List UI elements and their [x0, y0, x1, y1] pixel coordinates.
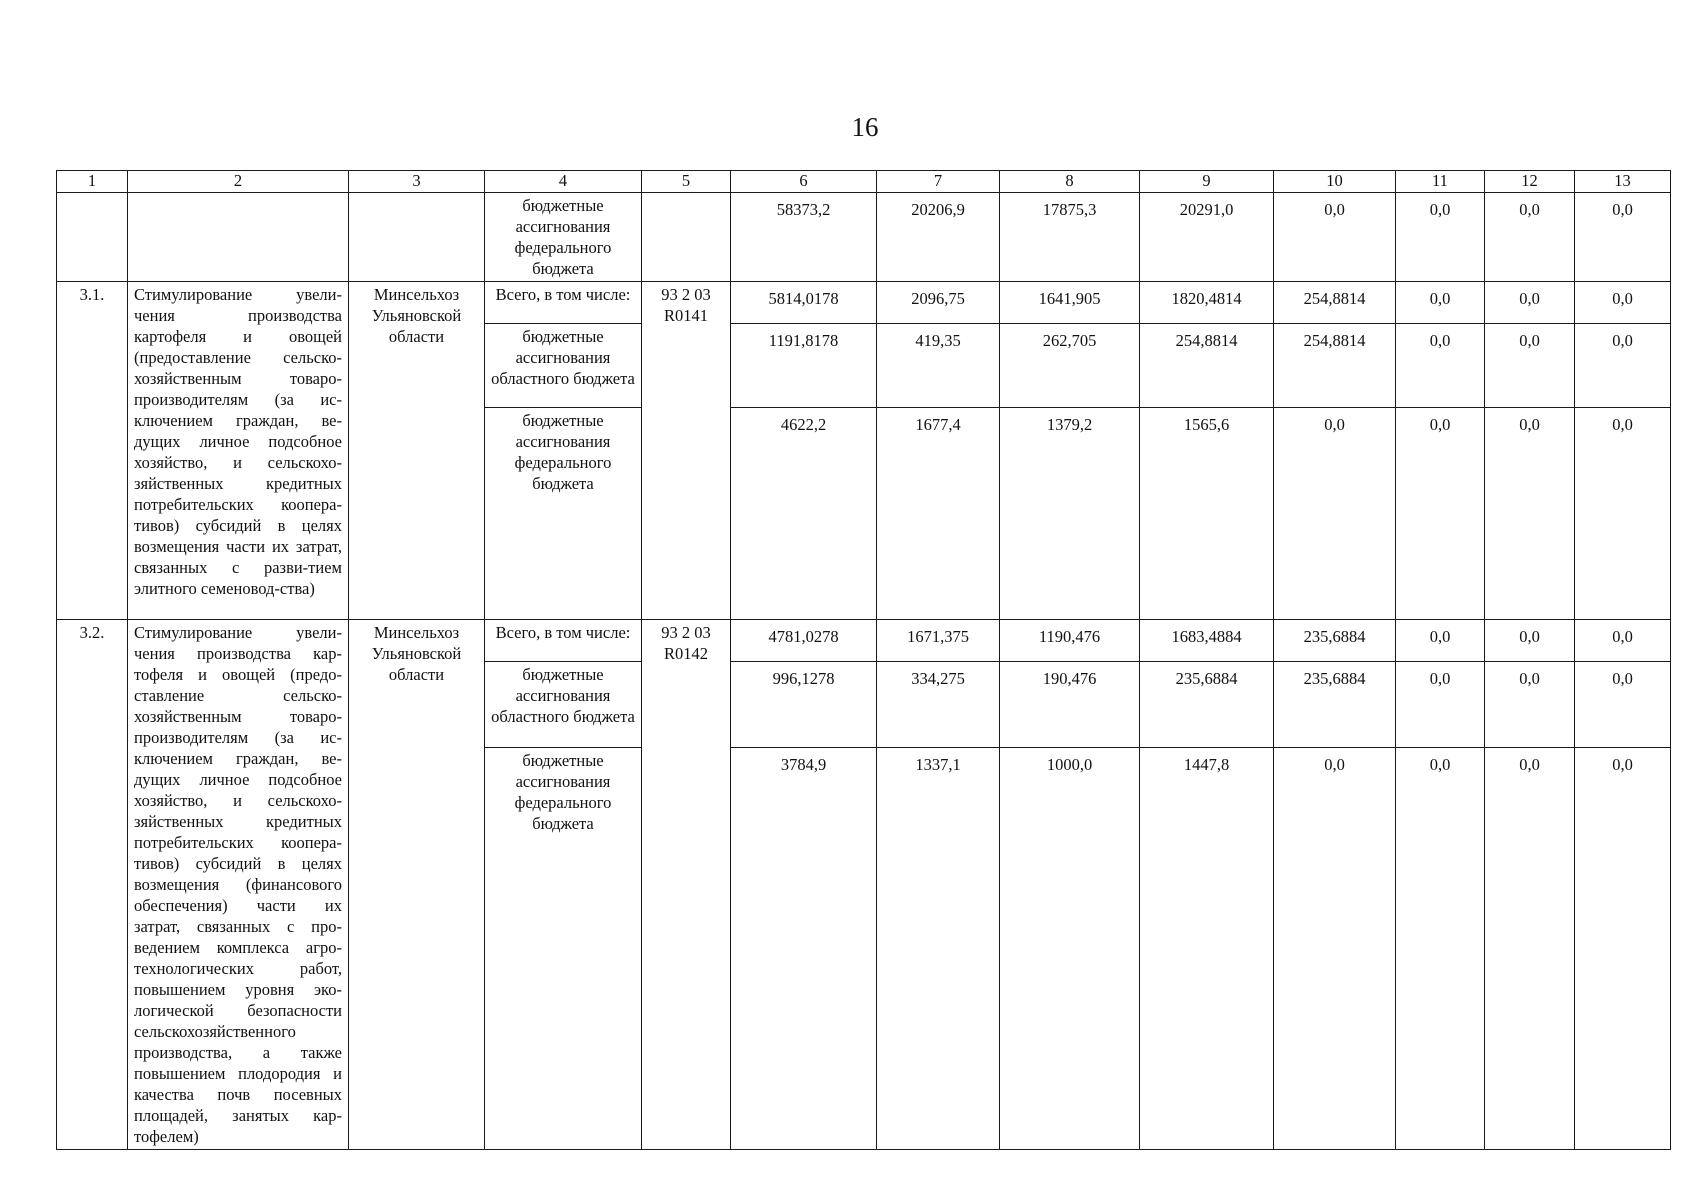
value-cell: 20291,0	[1140, 193, 1274, 282]
value-cell: 0,0	[1575, 324, 1671, 408]
budget-table	[56, 170, 1671, 1150]
value-cell: 1379,2	[1000, 408, 1140, 620]
value-cell: 190,476	[1000, 662, 1140, 748]
value-cell: 5814,0178	[731, 282, 877, 324]
value-cell: 0,0	[1274, 193, 1396, 282]
executor-cell: Минсельхоз Ульяновской области	[349, 282, 485, 620]
value-cell: 1337,1	[877, 748, 1000, 1150]
measure-name-cell: Стимулирование увели-чения производства картофеля и овощей (предоставление сельско-хозяйственным товаро-производителям (за ис-ключением граждан, ве-дущих личное подсобное хозяйство, и сельскохо-зяйственных кредитных потребительских коопера-тивов) субсидий в целях возмещения части их затрат, связанных с разви-тием элитного семеновод-ства)	[128, 282, 349, 620]
value-cell: 4781,0278	[731, 620, 877, 662]
value-cell: 1565,6	[1140, 408, 1274, 620]
column-header: 9	[1140, 171, 1274, 193]
code-cell	[642, 193, 731, 282]
value-cell: 2096,75	[877, 282, 1000, 324]
value-cell: 1191,8178	[731, 324, 877, 408]
value-cell: 0,0	[1485, 620, 1575, 662]
value-cell: 262,705	[1000, 324, 1140, 408]
column-header: 11	[1396, 171, 1485, 193]
table-row	[57, 282, 1671, 324]
value-cell: 0,0	[1485, 748, 1575, 1150]
value-cell: 235,6884	[1274, 620, 1396, 662]
value-cell: 0,0	[1396, 620, 1485, 662]
column-header: 5	[642, 171, 731, 193]
column-header: 10	[1274, 171, 1396, 193]
value-cell: 0,0	[1274, 748, 1396, 1150]
value-cell: 254,8814	[1140, 324, 1274, 408]
column-header: 7	[877, 171, 1000, 193]
value-cell: 0,0	[1396, 408, 1485, 620]
value-cell: 0,0	[1485, 193, 1575, 282]
row-number-cell: 3.1.	[57, 282, 128, 620]
value-cell: 17875,3	[1000, 193, 1140, 282]
column-header: 8	[1000, 171, 1140, 193]
value-cell: 58373,2	[731, 193, 877, 282]
funding-source-cell: Всего, в том числе:	[485, 620, 642, 662]
column-header: 13	[1575, 171, 1671, 193]
table-row	[57, 193, 1671, 282]
value-cell: 0,0	[1575, 662, 1671, 748]
column-header: 1	[57, 171, 128, 193]
value-cell: 0,0	[1396, 748, 1485, 1150]
value-cell: 0,0	[1485, 324, 1575, 408]
column-header: 3	[349, 171, 485, 193]
value-cell: 0,0	[1396, 193, 1485, 282]
value-cell: 1671,375	[877, 620, 1000, 662]
value-cell: 0,0	[1575, 620, 1671, 662]
row-number-cell: 3.2.	[57, 620, 128, 1150]
column-header: 4	[485, 171, 642, 193]
value-cell: 0,0	[1485, 282, 1575, 324]
value-cell: 334,275	[877, 662, 1000, 748]
value-cell: 3784,9	[731, 748, 877, 1150]
value-cell: 0,0	[1396, 282, 1485, 324]
value-cell: 0,0	[1575, 193, 1671, 282]
value-cell: 996,1278	[731, 662, 877, 748]
value-cell: 0,0	[1575, 282, 1671, 324]
value-cell: 235,6884	[1274, 662, 1396, 748]
value-cell: 0,0	[1485, 662, 1575, 748]
value-cell: 0,0	[1396, 324, 1485, 408]
value-cell: 1000,0	[1000, 748, 1140, 1150]
funding-source-cell: бюджетные ассигнования федерального бюджета	[485, 193, 642, 282]
value-cell: 20206,9	[877, 193, 1000, 282]
funding-source-cell: бюджетные ассигнования областного бюджета	[485, 662, 642, 748]
value-cell: 235,6884	[1140, 662, 1274, 748]
value-cell: 0,0	[1575, 748, 1671, 1150]
value-cell: 1820,4814	[1140, 282, 1274, 324]
value-cell: 254,8814	[1274, 324, 1396, 408]
value-cell: 0,0	[1485, 408, 1575, 620]
measure-name-cell	[128, 193, 349, 282]
value-cell: 0,0	[1575, 408, 1671, 620]
row-number-cell	[57, 193, 128, 282]
value-cell: 1447,8	[1140, 748, 1274, 1150]
column-header-row	[57, 171, 1671, 193]
column-header: 2	[128, 171, 349, 193]
code-cell: 93 2 03 R0141	[642, 282, 731, 620]
value-cell: 1641,905	[1000, 282, 1140, 324]
value-cell: 254,8814	[1274, 282, 1396, 324]
measure-name-cell: Стимулирование увели-чения производства кар-тофеля и овощей (предо-ставление сельско-хозяйственным товаро-производителям (за ис-ключением граждан, ве-дущих личное подсобное хозяйство, и сельскохо-зяйственных кредитных потребительских коопера-тивов) субсидий в целях возмещения (финансового обеспечения) части их затрат, связанных с про-ведением комплекса агро-технологических работ, повышением уровня эко-логической безопасности сельскохозяйственного производства, а также повышением плодородия и качества почв посевных площадей, занятых кар-тофелем)	[128, 620, 349, 1150]
value-cell: 1190,476	[1000, 620, 1140, 662]
value-cell: 419,35	[877, 324, 1000, 408]
code-cell: 93 2 03 R0142	[642, 620, 731, 1150]
value-cell: 1683,4884	[1140, 620, 1274, 662]
column-header: 6	[731, 171, 877, 193]
value-cell: 4622,2	[731, 408, 877, 620]
table-row	[57, 620, 1671, 662]
value-cell: 1677,4	[877, 408, 1000, 620]
value-cell: 0,0	[1396, 662, 1485, 748]
funding-source-cell: бюджетные ассигнования федерального бюджета	[485, 748, 642, 1150]
value-cell: 0,0	[1274, 408, 1396, 620]
page-number: 16	[851, 112, 879, 142]
funding-source-cell: бюджетные ассигнования федерального бюджета	[485, 408, 642, 620]
column-header: 12	[1485, 171, 1575, 193]
executor-cell	[349, 193, 485, 282]
executor-cell: Минсельхоз Ульяновской области	[349, 620, 485, 1150]
funding-source-cell: Всего, в том числе:	[485, 282, 642, 324]
funding-source-cell: бюджетные ассигнования областного бюджета	[485, 324, 642, 408]
